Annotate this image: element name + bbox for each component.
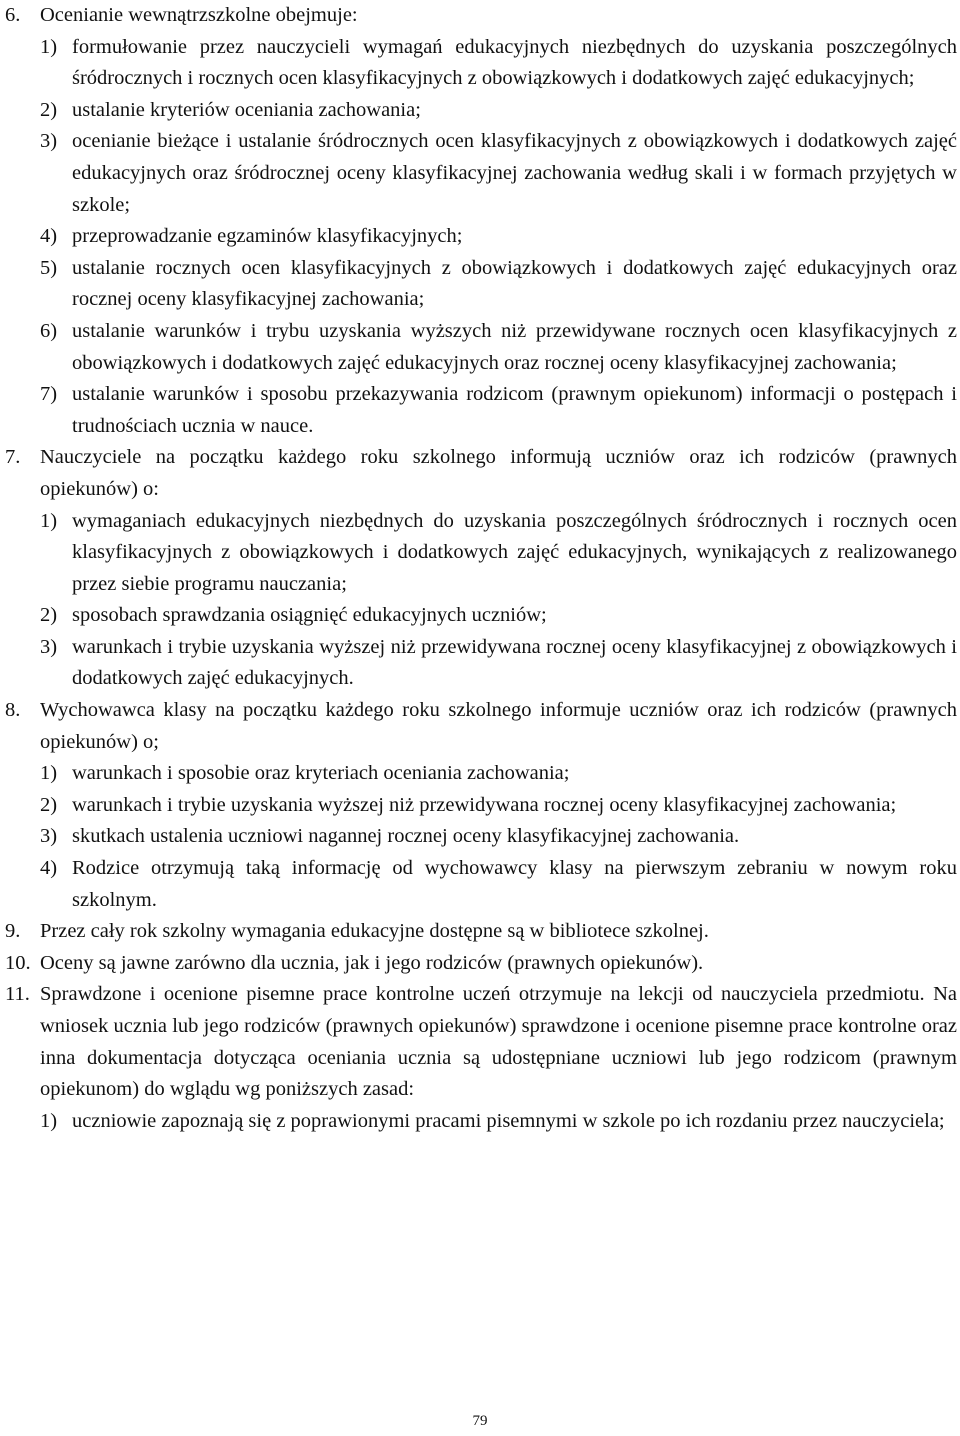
item-text: ustalanie warunków i trybu uzyskania wyższych niż przewidywane rocznych ocen klasyfikacyjnych z obowiązkowych i dodatkowych zajęć edukacyjnych oraz rocznej oceny klasyfikacyjnej zachowania;	[72, 319, 957, 374]
list-item	[0, 32, 960, 95]
section-8	[0, 695, 960, 758]
item-text: Rodzice otrzymują taką informację od wychowawcy klasy na pierwszym zebraniu w nowym roku szkolnym.	[72, 857, 957, 911]
section-number: 9.	[5, 920, 21, 943]
section-number: 6.	[5, 4, 21, 26]
item-text: ustalanie warunków i sposobu przekazywania rodzicom (prawnym opiekunom) informacji o postępach i trudnościach ucznia w nauce.	[72, 383, 957, 437]
page-number: 79	[472, 1413, 488, 1429]
list-item	[0, 790, 960, 822]
item-text: warunkach i trybie uzyskania wyższej niż przewidywana rocznej oceny klasyfikacyjnej zachowania;	[72, 793, 897, 816]
item-number: 1)	[40, 35, 58, 58]
item-number: 3)	[40, 635, 58, 658]
list-item	[0, 853, 960, 916]
item-text: warunkach i trybie uzyskania wyższej niż przewidywana rocznej oceny klasyfikacyjnej z obowiązkowych i dodatkowych zajęć edukacyjnych.	[72, 635, 957, 690]
section-11	[0, 979, 960, 1105]
item-number: 1)	[40, 762, 58, 785]
list-item	[0, 1106, 960, 1138]
list-item	[0, 221, 960, 253]
item-number: 1)	[40, 509, 58, 532]
list-item	[0, 632, 960, 695]
section-6	[0, 0, 960, 32]
item-text: przeprowadzanie egzaminów klasyfikacyjnych;	[72, 225, 463, 248]
section-10	[0, 948, 960, 980]
item-text: formułowanie przez nauczycieli wymagań edukacyjnych niezbędnych do uzyskania poszczególnych śródrocznych i rocznych ocen klasyfikacyjnych z obowiązkowych i dodatkowych zajęć edukacyjnych;	[72, 35, 957, 90]
list-item	[0, 821, 960, 853]
section-number: 8.	[5, 699, 21, 722]
list-item	[0, 253, 960, 316]
item-number: 4)	[40, 857, 58, 880]
item-number: 1)	[40, 1109, 58, 1132]
item-text: ustalanie rocznych ocen klasyfikacyjnych z obowiązkowych i dodatkowych zajęć edukacyjnych oraz rocznej oceny klasyfikacyjnej zachowania;	[72, 256, 957, 311]
list-item	[0, 95, 960, 127]
list-item	[0, 126, 960, 221]
item-text: uczniowie zapoznają się z poprawionymi pracami pisemnymi w szkole po ich rozdaniu przez nauczyciela;	[72, 1109, 945, 1132]
section-7	[0, 442, 960, 505]
item-number: 3)	[40, 130, 58, 153]
list-item	[0, 600, 960, 632]
section-text: Wychowawca klasy na początku każdego roku szkolnego informuje uczniów oraz ich rodziców (prawnych opiekunów) o;	[40, 699, 957, 753]
item-text: skutkach ustalenia uczniowi nagannej rocznej oceny klasyfikacyjnej zachowania.	[72, 825, 740, 848]
list-item	[0, 316, 960, 379]
list-item	[0, 758, 960, 790]
item-number: 3)	[40, 825, 58, 848]
item-text: ocenianie bieżące i ustalanie śródrocznych ocen klasyfikacyjnych z obowiązkowych i dodatkowych zajęć edukacyjnych oraz śródrocznej oceny klasyfikacyjnej zachowania według skali i w formach przyjętych w szkole;	[72, 130, 957, 216]
section-number: 11.	[5, 983, 30, 1006]
section-text: Ocenianie wewnątrzszkolne obejmuje:	[40, 4, 358, 26]
item-number: 4)	[40, 225, 58, 248]
section-number: 10.	[5, 951, 31, 974]
section-9	[0, 916, 960, 948]
item-number: 2)	[40, 604, 58, 627]
list-item	[0, 506, 960, 601]
item-text: sposobach sprawdzania osiągnięć edukacyjnych uczniów;	[72, 604, 547, 627]
section-number: 7.	[5, 446, 21, 469]
section-text: Nauczyciele na początku każdego roku szkolnego informują uczniów oraz ich rodziców (prawnych opiekunów) o:	[40, 446, 957, 500]
item-text: warunkach i sposobie oraz kryteriach oceniania zachowania;	[72, 762, 570, 785]
list-item	[0, 379, 960, 442]
item-number: 6)	[40, 319, 58, 342]
item-number: 2)	[40, 98, 58, 121]
item-text: ustalanie kryteriów oceniania zachowania;	[72, 98, 421, 121]
section-text: Oceny są jawne zarówno dla ucznia, jak i jego rodziców (prawnych opiekunów).	[40, 951, 704, 974]
item-number: 2)	[40, 793, 58, 816]
item-number: 7)	[40, 383, 58, 406]
section-text: Sprawdzone i ocenione pisemne prace kontrolne uczeń otrzymuje na lekcji od nauczyciela przedmiotu. Na wniosek ucznia lub jego rodziców (prawnych opiekunów) sprawdzone i ocenione pisemne prace kontrolne oraz inna dokumentacja dotycząca oceniania ucznia są udostępniane uczniowi lub jego rodzicom (prawnym opiekunom) do wglądu wg poniższych zasad:	[40, 983, 957, 1101]
item-number: 5)	[40, 256, 58, 279]
item-text: wymaganiach edukacyjnych niezbędnych do uzyskania poszczególnych śródrocznych i rocznych ocen klasyfikacyjnych z obowiązkowych i dodatkowych zajęć edukacyjnych, wynikających z realizowanego przez siebie programu nauczania;	[72, 509, 957, 595]
section-text: Przez cały rok szkolny wymagania edukacyjne dostępne są w bibliotece szkolnej.	[40, 920, 709, 943]
